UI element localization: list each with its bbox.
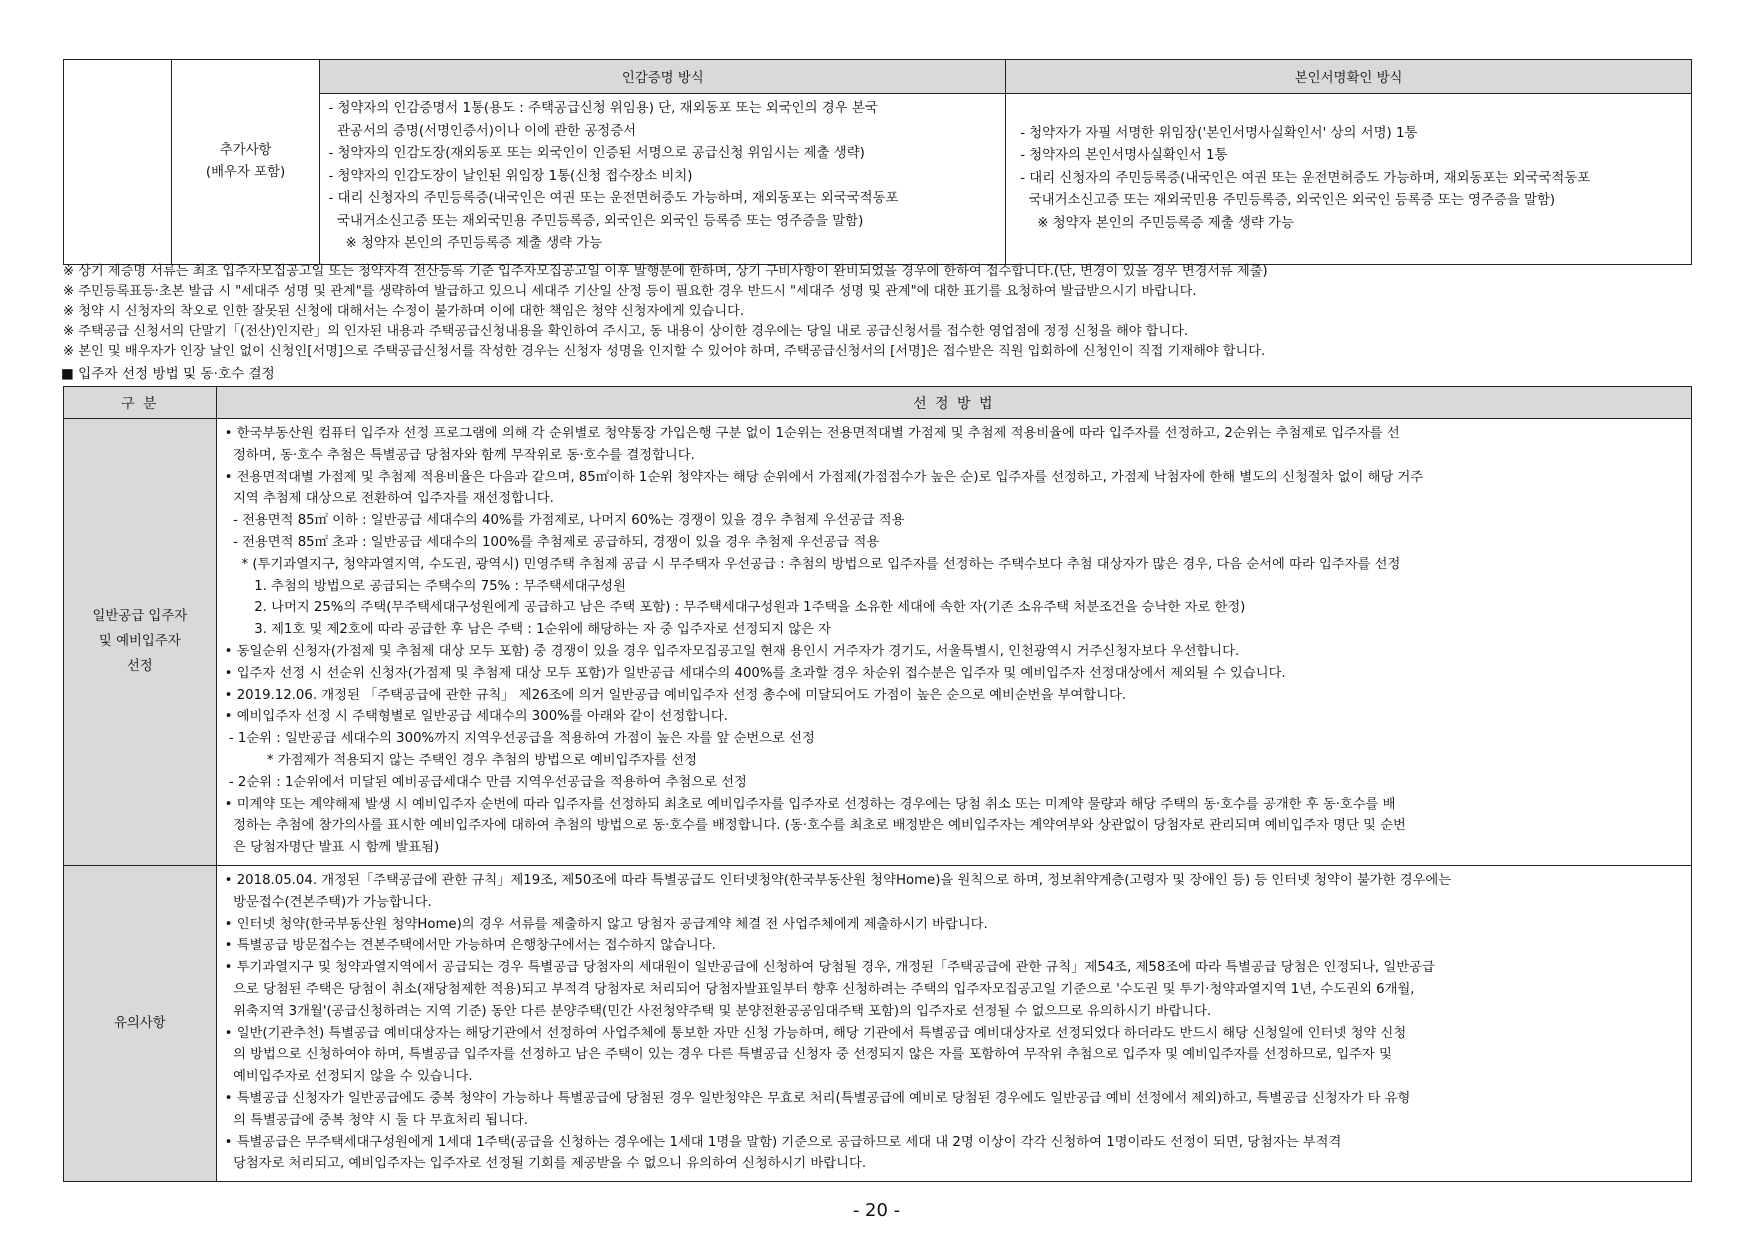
- general-supply-line: - 전용면적 85㎡ 초과 : 일반공급 세대수의 100%를 추첨제로 공급하되, 경쟁이 있을 경우 추첨제 우선공급 적용: [224, 534, 880, 550]
- general-supply-line: - 2순위 : 1순위에서 미달된 예비공급세대수 만큼 지역우선공급을 적용하여 추첨으로 선정: [224, 774, 747, 790]
- additional-items-label-line1: 추가사항: [219, 143, 272, 158]
- notice-line: • 특별공급은 무주택세대구성원에게 1세대 1주택(공급을 신청하는 경우에는 1세대 1명을 말함) 기준으로 공급하므로 세대 내 2명 이상이 각각 신청하여 1명이라도 선정이 되면, 당첨자는 부적격: [224, 1134, 1342, 1150]
- additional-items-label-line2: (배우자 포함): [205, 165, 286, 180]
- signature-method-item: - 대리 신청자의 주민등록증(내국인은 여권 또는 운전면허증도 가능하며, 재외동포는 외국국적동포: [1020, 170, 1591, 186]
- general-supply-line: 2. 나머지 25%의 주택(무주택세대구성원에게 공급하고 남은 주택 포함) : 무주택세대구성원과 1주택을 소유한 세대에 속한 자(기존 소유주택 처분조건을 승낙한 자로 한정): [224, 600, 1246, 616]
- seal-method-item: - 청약자의 인감증명서 1통(용도 : 주택공급신청 위임용) 단, 재외동포 또는 외국인의 경우 본국: [328, 101, 878, 116]
- notice-line: 으로 당첨된 주택은 당첨이 취소(재당첨제한 적용)되고 부적격 당첨자로 처리되어 당첨자발표일부터 향후 신청하려는 주택의 입주자모집공고일 기준으로 '수도권 및 투기·청약과열지역 1년, 수도권외 6개월,: [224, 981, 1415, 997]
- section-heading: ■ 입주자 선정 방법 및 동·호수 결정: [61, 366, 275, 382]
- submission-methods-table: [63, 59, 1692, 265]
- notice-label: 유의사항: [64, 865, 217, 1181]
- empty-category-cell: [64, 60, 172, 265]
- general-supply-line: 은 당첨자명단 발표 시 함께 발표됨): [224, 840, 440, 856]
- notes-block: [63, 262, 1703, 362]
- seal-method-list: [328, 98, 997, 256]
- header-method: 선 정 방 법: [216, 387, 1691, 419]
- additional-items-label: [171, 60, 320, 265]
- seal-method-item: - 청약자의 인감도장(재외동포 또는 외국인이 인증된 서명으로 공급신청 위임시는 제출 생략): [328, 146, 865, 161]
- notice-line: • 특별공급 방문접수는 견본주택에서만 가능하며 은행창구에서는 접수하지 않습니다.: [224, 938, 716, 954]
- seal-method-content: [320, 94, 1006, 265]
- notice-line: • 일반(기관추천) 특별공급 예비대상자는 해당기관에서 선정하여 사업주체에 통보한 자만 신청 가능하며, 해당 기관에서 특별공급 예비대상자로 선정되었다 하더라도 반드시 해당 신청일에 인터넷 청약 신청: [224, 1025, 1407, 1041]
- general-supply-line: 3. 제1호 및 제2호에 따라 공급한 후 남은 주택 : 1순위에 해당하는 자 중 입주자로 선정되지 않은 자: [224, 622, 832, 638]
- seal-method-item: - 청약자의 인감도장이 날인된 위임장 1통(신청 접수장소 비치): [328, 168, 693, 184]
- general-supply-label: [64, 419, 217, 866]
- general-supply-label-lines: [64, 604, 216, 679]
- signature-method-item: - 청약자가 자필 서명한 위임장('본인서명사실확인서' 상의 서명) 1통: [1020, 125, 1418, 141]
- notice-line: 당첨자로 처리되고, 예비입주자는 입주자로 선정될 기회를 제공받을 수 없으니 유의하여 신청하시기 바랍니다.: [224, 1156, 867, 1172]
- seal-method-item: ※ 청약자 본인의 주민등록증 제출 생략 가능: [328, 236, 603, 251]
- signature-method-item: ※ 청약자 본인의 주민등록증 제출 생략 가능: [1020, 215, 1294, 231]
- seal-method-item: 국내거소신고증 또는 재외국민용 주민등록증, 외국인은 외국인 등록증 또는 영주증을 말함): [328, 213, 864, 229]
- signature-method-content: [1006, 94, 1692, 265]
- general-supply-line: 지역 추첨제 대상으로 전환하여 입주자를 재선정합니다.: [224, 491, 554, 507]
- notice-line: • 인터넷 청약(한국부동산원 청약Home)의 경우 서류를 제출하지 않고 당첨자 공급계약 체결 전 사업주체에게 제출하시기 바랍니다.: [224, 916, 988, 932]
- notice-line: • 특별공급 신청자가 일반공급에도 중복 청약이 가능하나 특별공급에 당첨된 경우 일반청약은 무효로 처리(특별공급에 예비로 당첨된 경우에도 일반공급 예비 선정에서 제외)하고, 특별공급 신청자가 타 유형: [224, 1090, 1411, 1106]
- general-supply-line: * (투기과열지구, 청약과열지역, 수도권, 광역시) 민영주택 추첨제 공급 시 무주택자 우선공급 : 추첨의 방법으로 입주자를 선정하는 주택수보다 추첨 대상자가 많은 경우, 다음 순서에 따라 입주자를 선정: [224, 556, 1401, 572]
- general-supply-line: - 전용면적 85㎡ 이하 : 일반공급 세대수의 40%를 가점제로, 나머지 60%는 경쟁이 있을 경우 추첨제 우선공급 적용: [224, 513, 905, 529]
- general-supply-line: 정하며, 동·호수 추첨은 특별공급 당첨자와 함께 무작위로 동·호수를 결정합니다.: [224, 447, 695, 463]
- notice-line: 의 방법으로 신청하여야 하며, 특별공급 입주자를 선정하고 남은 주택이 있는 경우 다른 특별공급 신청자 중 선정되지 않은 자를 포함하여 무작위 추첨으로 입주자 및 예비입주자를 선정하므로, 입주자 및: [224, 1047, 1392, 1063]
- notice-line: 방문접수(견본주택)가 가능합니다.: [224, 894, 432, 910]
- general-supply-label-line: 및 예비입주자: [98, 634, 181, 650]
- note-line: ※ 주택공급 신청서의 단말기「(전산)인지란」의 인자된 내용과 주택공급신청내용을 확인하여 주시고, 동 내용이 상이한 경우에는 당일 내로 공급신청서를 접수한 영업점에 정정 신청을 해야 합니다.: [63, 324, 1189, 339]
- notice-line: 위축지역 3개월'(공급신청하려는 지역 기준) 동안 다른 분양주택(민간 사전청약주택 및 분양전환공공임대주택 포함)의 입주자로 선정될 수 없으므로 유의하시기 바랍니다.: [224, 1003, 1212, 1019]
- notice-line: • 2018.05.04. 개정된「주택공급에 관한 규칙」제19조, 제50조에 따라 특별공급도 인터넷청약(한국부동산원 청약Home)을 원칙으로 하며, 정보취약계층(고령자 및 장애인 등) 등 인터넷 청약이 불가한 경우에는: [224, 872, 1452, 888]
- general-supply-line: 정하는 추첨에 참가의사를 표시한 예비입주자에 대하여 추첨의 방법으로 동·호수를 배정합니다. (동·호수를 최초로 배정받은 예비입주자는 계약여부와 상관없이 당첨자로 관리되며 예비입주자 명단 및 순번: [224, 818, 1406, 834]
- note-line: ※ 청약 시 신청자의 착오로 인한 잘못된 신청에 대해서는 수정이 불가하며 이에 대한 책임은 청약 신청자에게 있습니다.: [63, 304, 745, 319]
- general-supply-line: • 2019.12.06. 개정된 「주택공급에 관한 규칙」 제26조에 의거 일반공급 예비입주자 선정 총수에 미달되어도 가점이 높은 순으로 예비순번을 부여합니다.: [224, 687, 1127, 703]
- notice-content: [216, 865, 1691, 1181]
- notice-line: • 투기과열지구 및 청약과열지역에서 공급되는 경우 특별공급 당첨자의 세대원이 일반공급에 신청하여 당첨될 경우, 개정된「주택공급에 관한 규칙」제54조, 제58조에 따라 특별공급 당첨은 인정되나, 일반공급: [224, 960, 1435, 976]
- signature-method-list: [1020, 123, 1691, 236]
- general-supply-content: [216, 419, 1691, 866]
- signature-method-header: 본인서명확인 방식: [1006, 60, 1692, 94]
- general-supply-line: 1. 추첨의 방법으로 공급되는 주택수의 75% : 무주택세대구성원: [224, 578, 626, 594]
- general-supply-line: • 한국부동산원 컴퓨터 입주자 선정 프로그램에 의해 각 순위별로 청약통장 가입은행 구분 없이 1순위는 전용면적대별 가점제 및 추첨제 적용비율에 따라 입주자를 선정하고, 2순위는 추첨제로 입주자를 선: [224, 426, 1400, 441]
- note-line: ※ 주민등록표등·초본 발급 시 "세대주 성명 및 관계"를 생략하여 발급하고 있으니 세대주 기산일 산정 등이 필요한 경우 반드시 "세대주 성명 및 관계"에 대한 표기를 요청하여 발급받으시기 바랍니다.: [63, 284, 1197, 299]
- seal-method-item: 관공서의 증명(서명인증서)이나 이에 관한 공정증서: [328, 123, 637, 139]
- general-supply-line: * 가점제가 적용되지 않는 주택인 경우 추첨의 방법으로 예비입주자를 선정: [224, 752, 697, 768]
- notice-line: 의 특별공급에 중복 청약 시 둘 다 무효처리 됩니다.: [224, 1112, 529, 1128]
- general-supply-line: • 동일순위 신청자(가점제 및 추첨제 대상 모두 포함) 중 경쟁이 있을 경우 입주자모집공고일 현재 용인시 거주자가 경기도, 서울특별시, 인천광역시 거주신청자보다 우선합니다.: [224, 643, 1240, 659]
- signature-method-item: 국내거소신고증 또는 재외국민용 주민등록증, 외국인은 외국인 등록증 또는 영주증을 말함): [1020, 193, 1556, 209]
- general-supply-label-line: 일반공급 입주자: [92, 609, 188, 625]
- general-supply-line: • 미계약 또는 계약해제 발생 시 예비입주자 순번에 따라 입주자를 선정하되 최초로 예비입주자를 입주자로 선정하는 경우에는 당첨 취소 또는 미계약 물량과 해당 주택의 동·호수를 공개한 후 동·호수를 배: [224, 796, 1396, 812]
- note-line: ※ 상기 제증명 서류는 최초 입주자모집공고일 또는 청약자격 전산등록 기준 입주자모집공고일 이후 발행분에 한하며, 상기 구비사항이 완비되었을 경우에 한하여 접수합니다.(단, 변경이 있을 경우 변경서류 제출): [63, 264, 1268, 279]
- page-number: - 20 -: [852, 1200, 901, 1221]
- general-supply-line: • 입주자 선정 시 선순위 신청자(가점제 및 추첨제 대상 모두 포함)가 일반공급 세대수의 400%를 초과할 경우 차순위 접수분은 입주자 및 예비입주자 선정대상에서 제외될 수 있습니다.: [224, 665, 1286, 681]
- note-line: ※ 본인 및 배우자가 인장 날인 없이 신청인[서명]으로 주택공급신청서를 작성한 경우는 신청자 성명을 인지할 수 있어야 하며, 주택공급신청서의 [서명]은 접수받은 직원 입회하에 신청인이 직접 기재해야 합니다.: [63, 344, 1266, 359]
- signature-method-item: - 청약자의 본인서명사실확인서 1통: [1020, 148, 1228, 164]
- seal-method-header: 인감증명 방식: [320, 60, 1006, 94]
- general-supply-line: - 1순위 : 일반공급 세대수의 300%까지 지역우선공급을 적용하여 가점이 높은 자를 앞 순번으로 선정: [224, 731, 815, 747]
- header-category: 구 분: [64, 387, 217, 419]
- notice-line: 예비입주자로 선정되지 않을 수 있습니다.: [224, 1069, 473, 1085]
- general-supply-label-line: 선정: [126, 659, 153, 675]
- general-supply-line: • 전용면적대별 가점제 및 추첨제 적용비율은 다음과 같으며, 85㎡이하 1순위 청약자는 해당 순위에서 가점제(가점점수가 높은 순)로 입주자를 선정하고, 가점제 낙첨자에 한해 별도의 신청절차 없이 해당 거주: [224, 469, 1424, 485]
- general-supply-line: • 예비입주자 선정 시 주택형별로 일반공급 세대수의 300%를 아래와 같이 선정합니다.: [224, 709, 729, 725]
- seal-method-item: - 대리 신청자의 주민등록증(내국인은 여권 또는 운전면허증도 가능하며, 재외동포는 외국국적동포: [328, 191, 899, 206]
- selection-method-table: [63, 386, 1692, 1182]
